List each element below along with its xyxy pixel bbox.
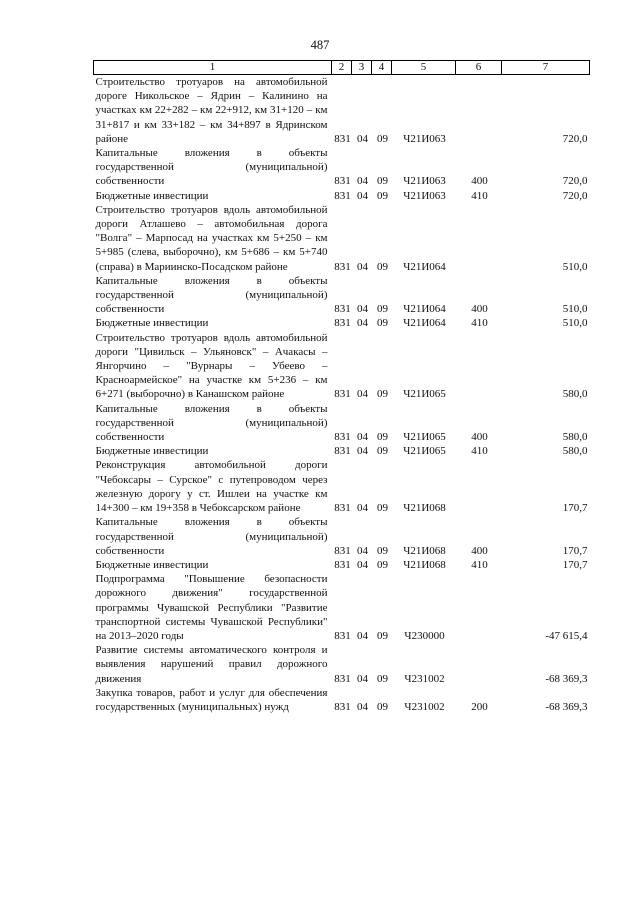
row-code-5: Ч21И064 bbox=[403, 317, 446, 330]
header-row bbox=[94, 61, 590, 75]
row-code-2: 831 bbox=[334, 388, 351, 401]
row-code-5: Ч21И068 bbox=[403, 502, 446, 515]
table-row bbox=[94, 316, 590, 330]
row-code-4: 09 bbox=[377, 303, 388, 316]
row-name: Строительство тротуаров вдоль автомобильной дороги Атлашево – автомобильная дорога "Волга" – Марпосад на участках км 5+250 – км 5+985 (слева, выборочно), км 5+686 – км 5+740 (справа) в Мариинско-Посадском районе bbox=[95, 203, 328, 273]
row-code-3: 04 bbox=[357, 445, 368, 458]
row-code-3: 04 bbox=[357, 303, 368, 316]
table-row bbox=[94, 572, 590, 643]
row-code-3: 04 bbox=[357, 502, 368, 515]
header-col-1: 1 bbox=[94, 61, 332, 75]
row-code-2: 831 bbox=[334, 502, 351, 515]
row-code-6: 200 bbox=[471, 700, 488, 713]
row-code-5: Ч21И065 bbox=[403, 388, 446, 401]
table-body bbox=[94, 75, 590, 715]
row-code-3: 04 bbox=[357, 700, 368, 713]
row-amount: -68 369,3 bbox=[545, 672, 588, 685]
row-name: Капитальные вложения в объекты государственной (муниципальной) собственности bbox=[95, 402, 328, 444]
row-amount: 580,0 bbox=[562, 445, 588, 458]
row-code-3: 04 bbox=[357, 431, 368, 444]
row-code-2: 831 bbox=[334, 700, 351, 713]
budget-table bbox=[93, 60, 590, 714]
row-name: Закупка товаров, работ и услуг для обеспечения государственных (муниципальных) нужд bbox=[95, 686, 328, 713]
row-code-6: 400 bbox=[471, 431, 488, 444]
row-code-4: 09 bbox=[377, 260, 388, 273]
row-code-6: 410 bbox=[471, 189, 488, 202]
page-number: 487 bbox=[310, 38, 330, 52]
row-code-3: 04 bbox=[357, 189, 368, 202]
table-row bbox=[94, 331, 590, 402]
row-name: Подпрограмма "Повышение безопасности дорожного движения" государственной программы Чувашской Республики "Развитие транспортной системы Чувашской Республики" на 2013–2020 годы bbox=[95, 573, 328, 642]
row-amount: 510,0 bbox=[562, 317, 588, 330]
row-code-4: 09 bbox=[377, 431, 388, 444]
table-row bbox=[94, 402, 590, 445]
row-code-5: Ч231002 bbox=[404, 700, 445, 713]
row-amount: 510,0 bbox=[562, 260, 588, 273]
row-code-2: 831 bbox=[334, 629, 351, 642]
row-amount: 580,0 bbox=[562, 431, 588, 444]
row-code-6 bbox=[456, 203, 502, 274]
row-name: Капитальные вложения в объекты государственной (муниципальной) собственности bbox=[95, 274, 328, 316]
table-row bbox=[94, 75, 590, 147]
row-amount: 170,7 bbox=[562, 558, 588, 571]
row-name: Строительство тротуаров на автомобильной дороге Никольское – Ядрин – Калинино на участках км 22+282 – км 22+912, км 31+120 – км 31+817 и км 33+182 – км 34+897 в Ядринском районе bbox=[95, 76, 328, 145]
row-name: Капитальные вложения в объекты государственной (муниципальной) собственности bbox=[95, 516, 328, 557]
row-code-6: 400 bbox=[471, 175, 488, 188]
row-code-5: Ч21И065 bbox=[403, 431, 446, 444]
row-code-2: 831 bbox=[334, 132, 351, 145]
row-code-4: 09 bbox=[377, 317, 388, 330]
header-col-4: 4 bbox=[372, 61, 392, 75]
row-code-3: 04 bbox=[357, 558, 368, 571]
row-code-4: 09 bbox=[377, 629, 388, 642]
row-code-2: 831 bbox=[334, 317, 351, 330]
row-code-5: Ч21И063 bbox=[403, 189, 446, 202]
row-code-5: Ч21И065 bbox=[403, 445, 446, 458]
row-code-5: Ч21И064 bbox=[403, 260, 446, 273]
header-col-6: 6 bbox=[456, 61, 502, 75]
table-row bbox=[94, 458, 590, 515]
table-row bbox=[94, 189, 590, 203]
header-col-2: 2 bbox=[332, 61, 352, 75]
row-name: Бюджетные инвестиции bbox=[95, 445, 209, 458]
row-code-4: 09 bbox=[377, 388, 388, 401]
row-code-2: 831 bbox=[334, 431, 351, 444]
row-amount: 580,0 bbox=[562, 388, 588, 401]
table-row bbox=[94, 274, 590, 317]
row-amount: 510,0 bbox=[562, 303, 588, 316]
row-amount: -68 369,3 bbox=[545, 700, 588, 713]
row-code-3: 04 bbox=[357, 672, 368, 685]
row-code-3: 04 bbox=[357, 260, 368, 273]
row-amount: -47 615,4 bbox=[545, 629, 588, 642]
header-col-7: 7 bbox=[502, 61, 590, 75]
row-name: Бюджетные инвестиции bbox=[95, 317, 209, 330]
row-code-5: Ч21И068 bbox=[403, 544, 446, 557]
table-row bbox=[94, 558, 590, 572]
header-col-5: 5 bbox=[392, 61, 456, 75]
row-name: Развитие системы автоматического контроля и выявления нарушений правил дорожного движения bbox=[95, 644, 328, 685]
row-amount: 720,0 bbox=[562, 175, 588, 188]
table-row bbox=[94, 643, 590, 686]
row-code-3: 04 bbox=[357, 175, 368, 188]
row-code-5: Ч21И068 bbox=[403, 558, 446, 571]
row-code-4: 09 bbox=[377, 445, 388, 458]
table-row bbox=[94, 515, 590, 558]
row-code-6 bbox=[456, 572, 502, 643]
row-code-6: 410 bbox=[471, 445, 488, 458]
row-code-2: 831 bbox=[334, 175, 351, 188]
row-code-2: 831 bbox=[334, 672, 351, 685]
table-row bbox=[94, 444, 590, 458]
row-code-2: 831 bbox=[334, 189, 351, 202]
row-amount: 170,7 bbox=[562, 544, 588, 557]
row-amount: 170,7 bbox=[562, 502, 588, 515]
row-code-6: 400 bbox=[471, 303, 488, 316]
row-code-4: 09 bbox=[377, 175, 388, 188]
row-code-4: 09 bbox=[377, 189, 388, 202]
row-code-3: 04 bbox=[357, 317, 368, 330]
row-code-4: 09 bbox=[377, 672, 388, 685]
row-amount: 720,0 bbox=[562, 132, 588, 145]
row-code-2: 831 bbox=[334, 544, 351, 557]
row-code-4: 09 bbox=[377, 700, 388, 713]
row-code-6: 410 bbox=[471, 317, 488, 330]
row-code-5: Ч230000 bbox=[404, 629, 445, 642]
row-code-6 bbox=[456, 75, 502, 147]
table-row bbox=[94, 146, 590, 189]
row-code-5: Ч21И064 bbox=[403, 303, 446, 316]
row-amount: 720,0 bbox=[562, 189, 588, 202]
row-name: Бюджетные инвестиции bbox=[95, 189, 209, 202]
row-code-6 bbox=[456, 458, 502, 515]
row-code-5: Ч21И063 bbox=[403, 175, 446, 188]
row-code-6 bbox=[456, 331, 502, 402]
row-code-3: 04 bbox=[357, 544, 368, 557]
table-row bbox=[94, 203, 590, 274]
row-code-4: 09 bbox=[377, 544, 388, 557]
row-code-6: 400 bbox=[471, 544, 488, 557]
row-code-3: 04 bbox=[357, 629, 368, 642]
row-code-6: 410 bbox=[471, 558, 488, 571]
row-code-2: 831 bbox=[334, 445, 351, 458]
row-name: Бюджетные инвестиции bbox=[95, 558, 209, 571]
row-code-2: 831 bbox=[334, 303, 351, 316]
row-name: Строительство тротуаров вдоль автомобильной дороги "Цивильск – Ульяновск" – Ачакасы – Янгорчино – "Вурнары – Убеево – Красноармейское" на участке км 5+236 – км 6+271 (выборочно) в Канашском районе bbox=[95, 331, 328, 401]
row-code-3: 04 bbox=[357, 388, 368, 401]
row-code-5: Ч231002 bbox=[404, 672, 445, 685]
table-row bbox=[94, 686, 590, 714]
row-code-2: 831 bbox=[334, 558, 351, 571]
row-code-2: 831 bbox=[334, 260, 351, 273]
row-code-3: 04 bbox=[357, 132, 368, 145]
row-code-5: Ч21И063 bbox=[403, 132, 446, 145]
row-code-4: 09 bbox=[377, 132, 388, 145]
row-code-6 bbox=[456, 643, 502, 686]
row-name: Реконструкция автомобильной дороги "Чебоксары – Сурское" с путепроводом через железную дорогу у ст. Ишлеи на участке км 14+300 – км 19+358 в Чебоксарском районе bbox=[95, 459, 328, 515]
header-col-3: 3 bbox=[352, 61, 372, 75]
row-name: Капитальные вложения в объекты государственной (муниципальной) собственности bbox=[95, 147, 328, 188]
row-code-4: 09 bbox=[377, 558, 388, 571]
row-code-4: 09 bbox=[377, 502, 388, 515]
